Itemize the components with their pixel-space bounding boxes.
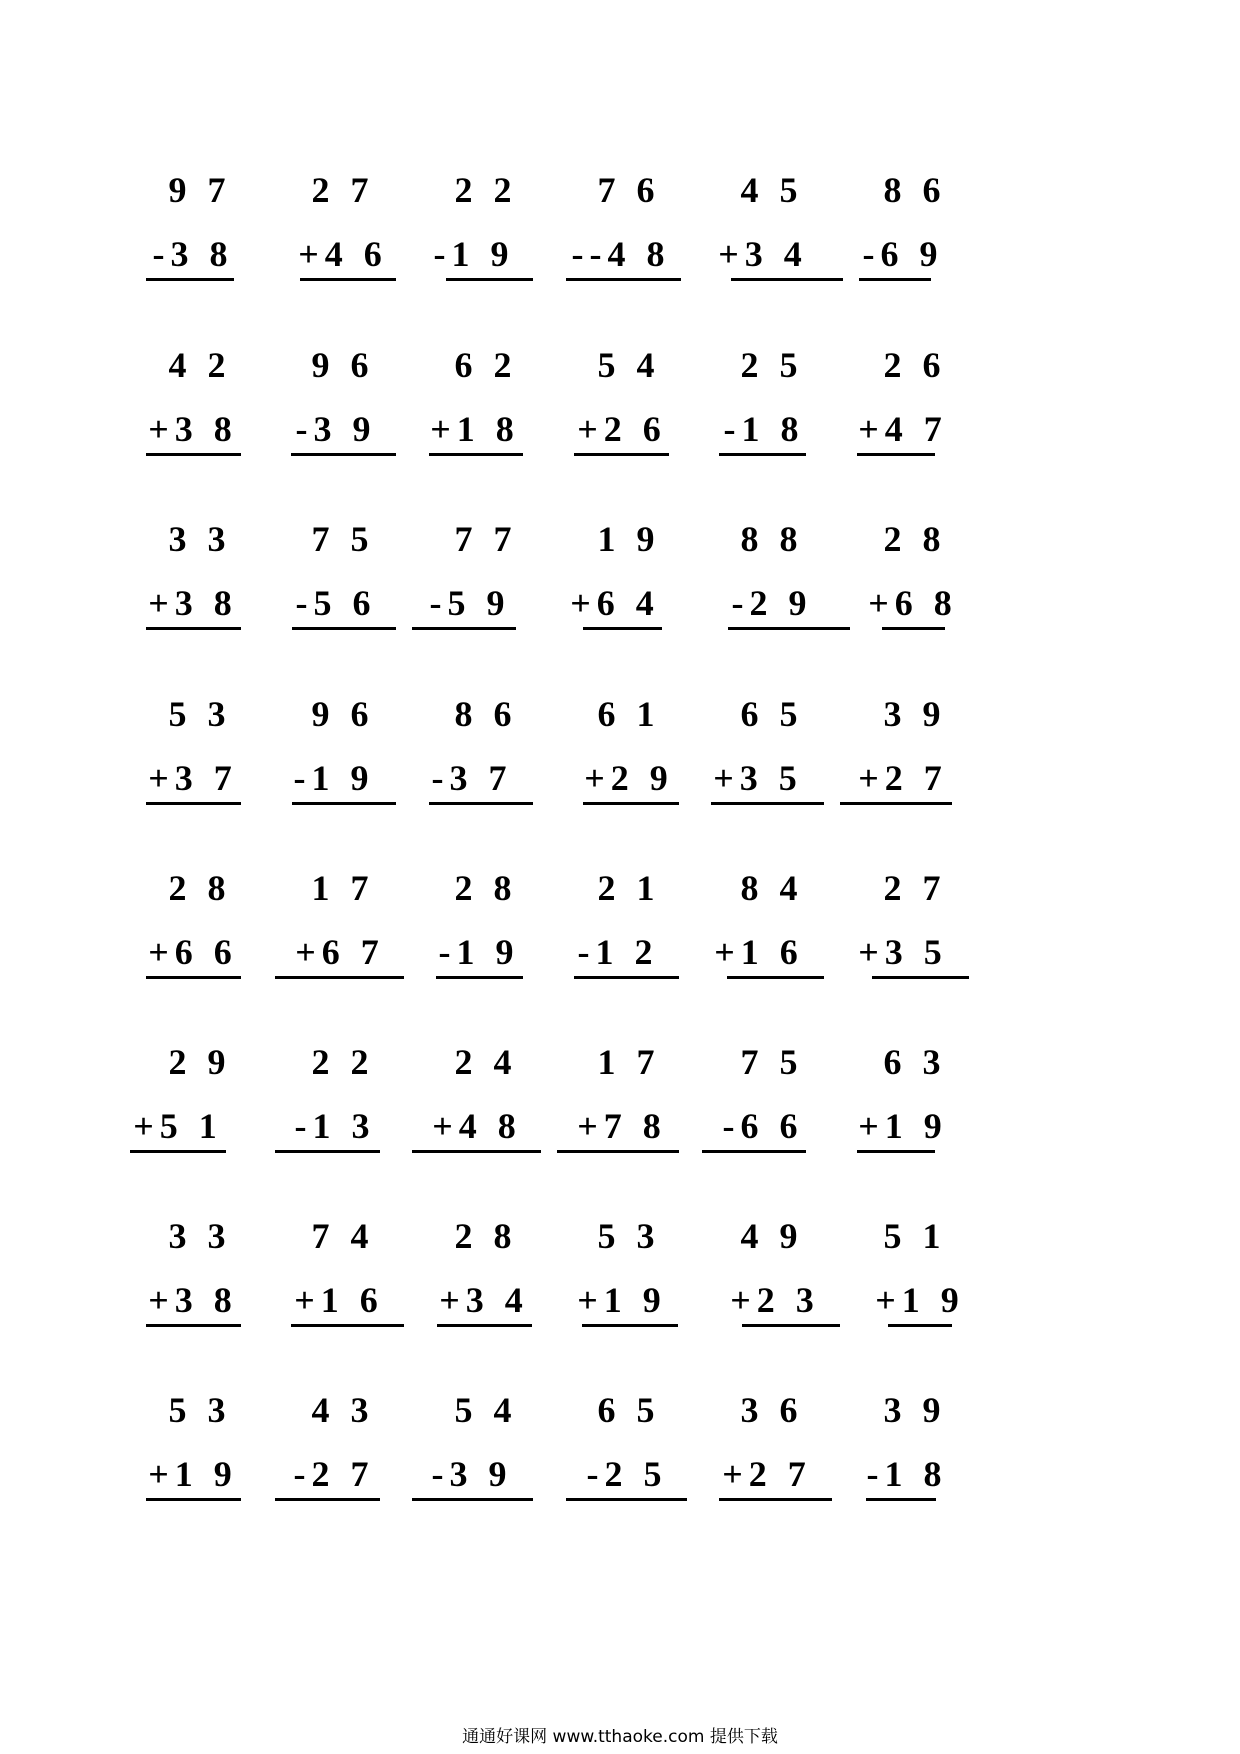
bottom-operand: +1 6 <box>294 1280 384 1320</box>
answer-line <box>872 976 969 979</box>
bottom-operand: +2 6 <box>577 409 667 449</box>
bottom-operand: -1 9 <box>293 758 375 798</box>
bottom-operand: +3 4 <box>439 1280 529 1320</box>
problem-r5-c6 <box>0 868 1240 988</box>
bottom-operand: +1 6 <box>714 932 804 972</box>
top-number: 6 1 <box>597 694 661 734</box>
bottom-operand: +2 7 <box>722 1454 812 1494</box>
bottom-operand: +1 9 <box>858 1106 948 1146</box>
top-number: 5 3 <box>168 694 232 734</box>
top-number: 2 7 <box>311 170 375 210</box>
bottom-operand: +6 8 <box>868 583 958 623</box>
answer-line <box>857 1150 935 1153</box>
bottom-operand: +1 9 <box>148 1454 238 1494</box>
problem-r8-c6 <box>0 1390 1240 1510</box>
answer-line <box>857 453 935 456</box>
top-number: 4 3 <box>311 1390 375 1430</box>
top-number: 2 8 <box>168 868 232 908</box>
bottom-operand: +3 4 <box>718 234 808 274</box>
top-number: 2 5 <box>740 345 804 385</box>
bottom-operand: +4 6 <box>298 234 388 274</box>
top-number: 5 3 <box>597 1216 661 1256</box>
top-number: 2 8 <box>454 868 518 908</box>
bottom-operand: +4 7 <box>858 409 948 449</box>
top-number: 7 7 <box>454 519 518 559</box>
bottom-operand: --4 8 <box>571 234 671 274</box>
bottom-operand: -1 9 <box>433 234 515 274</box>
top-number: 2 1 <box>597 868 661 908</box>
bottom-operand: -2 7 <box>293 1454 375 1494</box>
bottom-operand: +2 3 <box>730 1280 820 1320</box>
problem-r6-c6 <box>0 1042 1240 1162</box>
top-number: 5 4 <box>454 1390 518 1430</box>
top-number: 6 5 <box>597 1390 661 1430</box>
bottom-operand: +3 5 <box>713 758 803 798</box>
bottom-operand: +6 4 <box>570 583 660 623</box>
bottom-operand: +3 7 <box>148 758 238 798</box>
bottom-operand: -5 6 <box>295 583 377 623</box>
bottom-operand: +2 9 <box>584 758 674 798</box>
top-number: 3 3 <box>168 519 232 559</box>
bottom-operand: +3 8 <box>148 1280 238 1320</box>
bottom-operand: +3 5 <box>858 932 948 972</box>
top-number: 3 9 <box>883 694 947 734</box>
answer-line <box>866 1498 936 1501</box>
top-number: 4 5 <box>740 170 804 210</box>
problem-r4-c6 <box>0 694 1240 814</box>
bottom-operand: -6 6 <box>722 1106 804 1146</box>
top-number: 2 4 <box>454 1042 518 1082</box>
top-number: 2 8 <box>883 519 947 559</box>
bottom-operand: +1 9 <box>577 1280 667 1320</box>
top-number: 2 2 <box>454 170 518 210</box>
bottom-operand: -6 9 <box>862 234 944 274</box>
bottom-operand: -1 3 <box>294 1106 376 1146</box>
bottom-operand: -3 9 <box>431 1454 513 1494</box>
top-number: 9 6 <box>311 694 375 734</box>
top-number: 2 9 <box>168 1042 232 1082</box>
problem-r2-c6 <box>0 345 1240 465</box>
problem-r3-c6 <box>0 519 1240 639</box>
top-number: 7 5 <box>311 519 375 559</box>
top-number: 8 6 <box>883 170 947 210</box>
bottom-operand: +5 1 <box>133 1106 223 1146</box>
bottom-operand: +3 8 <box>148 409 238 449</box>
bottom-operand: -3 9 <box>295 409 377 449</box>
top-number: 4 2 <box>168 345 232 385</box>
bottom-operand: +6 6 <box>148 932 238 972</box>
top-number: 2 2 <box>311 1042 375 1082</box>
top-number: 3 9 <box>883 1390 947 1430</box>
bottom-operand: -5 9 <box>429 583 511 623</box>
bottom-operand: -1 8 <box>866 1454 948 1494</box>
footer-credit: 通通好课网 www.tthaoke.com 提供下载 <box>462 1727 778 1747</box>
problem-r1-c6 <box>0 170 1240 290</box>
top-number: 2 8 <box>454 1216 518 1256</box>
answer-line <box>840 802 952 805</box>
bottom-operand: +2 7 <box>858 758 948 798</box>
bottom-operand: +1 8 <box>430 409 520 449</box>
bottom-operand: -2 5 <box>586 1454 668 1494</box>
bottom-operand: +6 7 <box>295 932 385 972</box>
bottom-operand: +3 8 <box>148 583 238 623</box>
bottom-operand: -3 7 <box>431 758 513 798</box>
bottom-operand: +1 9 <box>875 1280 965 1320</box>
bottom-operand: +4 8 <box>432 1106 522 1146</box>
top-number: 5 4 <box>597 345 661 385</box>
bottom-operand: -2 9 <box>731 583 813 623</box>
top-number: 3 6 <box>740 1390 804 1430</box>
answer-line <box>859 278 931 281</box>
bottom-operand: -1 8 <box>723 409 805 449</box>
top-number: 7 5 <box>740 1042 804 1082</box>
top-number: 8 8 <box>740 519 804 559</box>
top-number: 2 6 <box>883 345 947 385</box>
bottom-operand: +7 8 <box>577 1106 667 1146</box>
top-number: 1 7 <box>597 1042 661 1082</box>
top-number: 7 4 <box>311 1216 375 1256</box>
bottom-operand: -3 8 <box>152 234 234 274</box>
top-number: 5 3 <box>168 1390 232 1430</box>
top-number: 6 5 <box>740 694 804 734</box>
top-number: 6 2 <box>454 345 518 385</box>
top-number: 6 3 <box>883 1042 947 1082</box>
top-number: 7 6 <box>597 170 661 210</box>
top-number: 9 6 <box>311 345 375 385</box>
top-number: 2 7 <box>883 868 947 908</box>
problem-r7-c6 <box>0 1216 1240 1336</box>
top-number: 5 1 <box>883 1216 947 1256</box>
top-number: 4 9 <box>740 1216 804 1256</box>
top-number: 8 6 <box>454 694 518 734</box>
answer-line <box>888 1324 952 1327</box>
top-number: 3 3 <box>168 1216 232 1256</box>
bottom-operand: -1 9 <box>438 932 520 972</box>
top-number: 1 9 <box>597 519 661 559</box>
bottom-operand: -1 2 <box>577 932 659 972</box>
top-number: 9 7 <box>168 170 232 210</box>
top-number: 8 4 <box>740 868 804 908</box>
answer-line <box>882 627 945 630</box>
top-number: 1 7 <box>311 868 375 908</box>
